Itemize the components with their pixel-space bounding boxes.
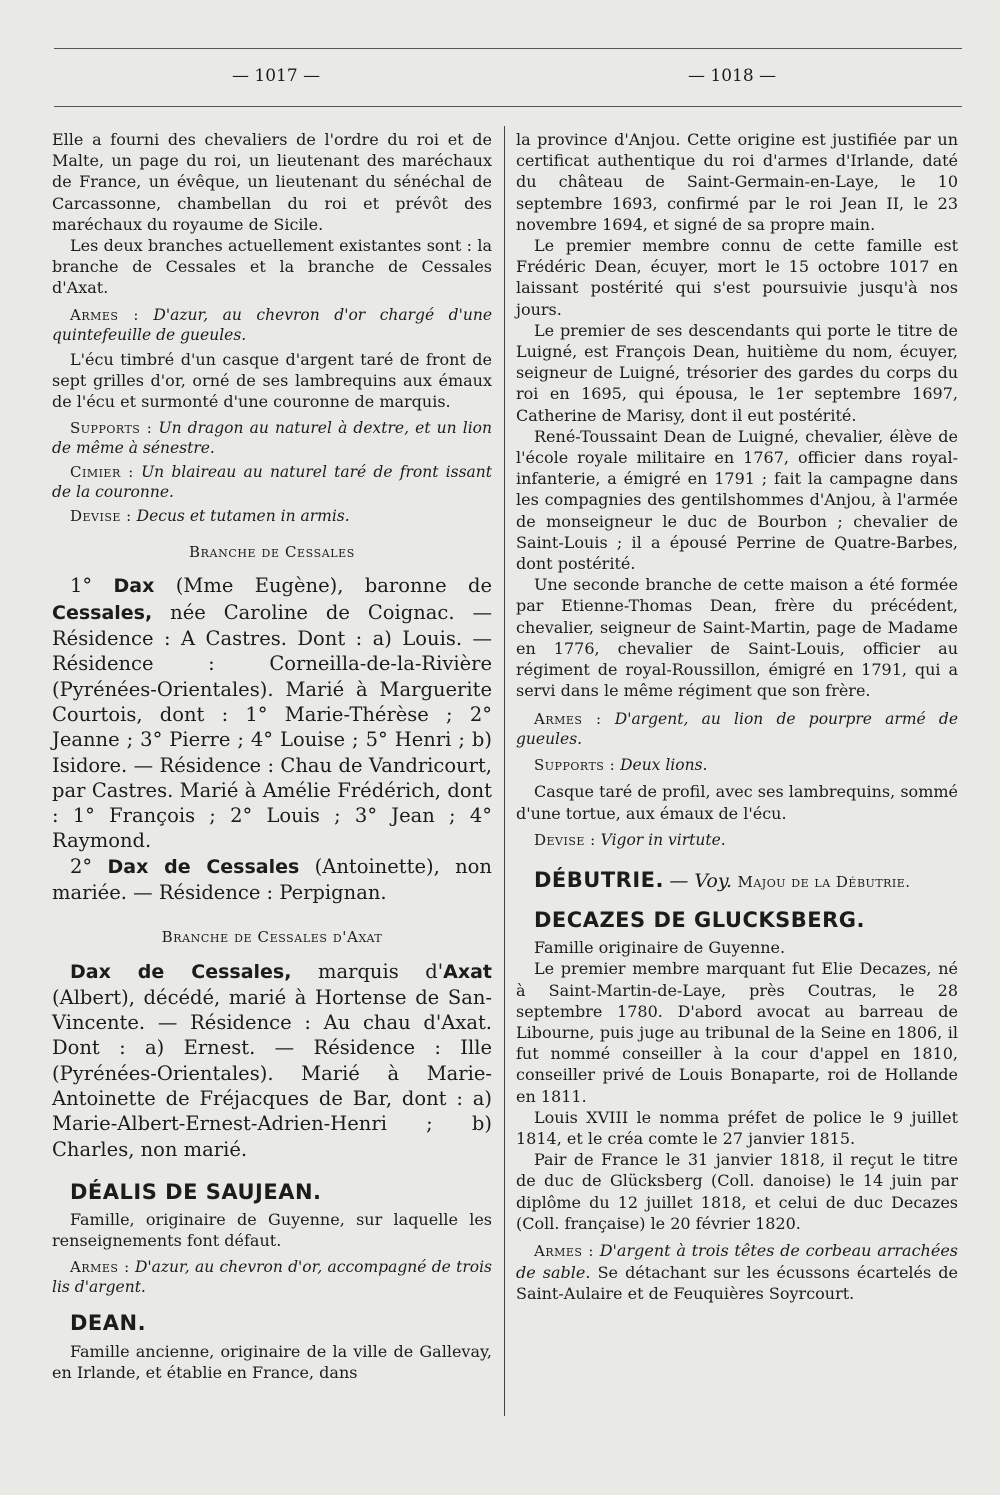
armes-line: Armes : D'azur, au chevron d'or, accompagné de trois lis d'argent.: [52, 1258, 493, 1297]
branch-heading: Branche de Cessales: [189, 543, 355, 562]
cimier-line: Cimier : Un blaireau au naturel taré de front issant de la couronne.: [52, 463, 492, 502]
paragraph: Elle a fourni des chevaliers de l'ordre du roi et de Malte, un page du roi, un lieutenant des maréchaux de France, un évêque, un lieutenant du sénéchal de Carcassonne, chambellan du roi et prévôt des maréchaux du royaume de Sicile.: [52, 130, 492, 234]
entry-dax-antoinette: 2° Dax de Cessales (Antoinette), non mariée. — Résidence : Perpignan.: [52, 854, 492, 904]
paragraph: Famille ancienne, originaire de la ville de Gallevay, en Irlande, et établie en France, dans: [52, 1341, 492, 1382]
paragraph: L'écu timbré d'un casque d'argent taré de front de sept grilles d'or, orné de ses lambrequins aux émaux de l'écu et surmonté d'une couronne de marquis.: [52, 349, 492, 412]
devise-line: Devise : Vigor in virtute.: [534, 830, 726, 849]
supports-line: Supports : Deux lions.: [534, 756, 708, 775]
paragraph: Le premier de ses descendants qui porte le titre de Luigné, est François Dean, huitième du nom, écuyer, seigneur de Luigné, trésorier des gardes du corps du roi en 1695, qui épousa, le 1er septembre 1697, Catherine de Marisy, dont il eut postérité.: [516, 320, 958, 425]
supports-line: Supports : Un dragon au naturel à dextre, et un lion de même à sénestre.: [52, 419, 492, 458]
top-rule: [54, 48, 962, 49]
heading-debutrie: DÉBUTRIE.: [534, 867, 664, 892]
paragraph: Famille, originaire de Guyenne, sur laquelle les renseignements font défaut.: [52, 1210, 492, 1251]
paragraph: Casque taré de profil, avec ses lambrequins, sommé d'une tortue, aux émaux de l'écu.: [516, 782, 958, 823]
right-column: [516, 129, 958, 1305]
paragraph: Une seconde branche de cette maison a été formée par Etienne-Thomas Dean, frère du précédent, chevalier, seigneur de Saint-Martin, page de Madame en 1776, chevalier de Saint-Louis, officier au régiment de royal-Roussillon, émigré en 1791, qui a servi dans le même régiment que son frère.: [516, 575, 958, 701]
heading-decazes: DECAZES DE GLUCKSBERG.: [534, 907, 866, 932]
paragraph: Les deux branches actuellement existantes sont : la branche de Cessales et la branche de Cessales d'Axat.: [52, 236, 492, 298]
debutrie-entry: DÉBUTRIE. — Voy. Majou de la Débutrie.: [534, 867, 911, 892]
paragraph: la province d'Anjou. Cette origine est justifiée par un certificat authentique du roi d'armes d'Irlande, daté du château de Saint-Germain-en-Laye, le 10 septembre 1693, confirmé par le roi Jean II, le 23 novembre 1694, et signé de sa propre main.: [516, 130, 958, 234]
entry-dax-eugene: 1° Dax (Mme Eugène), baronne de Cessales, née Caroline de Coignac. — Résidence : A Castres. Dont : a) Louis. — Résidence : Corneilla-de-la-Rivière (Pyrénées-Orientales). Marié à Marguerite Courtois, dont : 1° Marie-Thérèse ; 2° Jeanne ; 3° Pierre ; 4° Louise ; 5° Henri ; b) Isidore. — Résidence : Chau de Vandricourt, par Castres. Marié à Amélie Frédérich, dont : 1° François ; 2° Louis ; 3° Jean ; 4° Raymond.: [52, 574, 492, 853]
armes-line: Armes : D'argent à trois têtes de corbeau arrachées de sable. Se détachant sur les écussons écartelés de Saint-Aulaire et de Feuquières Soyrcourt.: [516, 1240, 959, 1304]
right-folio: — 1018 —: [688, 66, 777, 86]
left-column: [52, 129, 492, 1383]
paragraph: Famille originaire de Guyenne.: [534, 938, 786, 958]
left-folio: — 1017 —: [232, 66, 321, 86]
column-separator: [504, 126, 505, 1416]
heading-dean: DEAN.: [70, 1311, 147, 1336]
paragraph: Le premier membre connu de cette famille est Frédéric Dean, écuyer, mort le 15 octobre 1017 en laissant postérité qui s'est poursuivie jusqu'à nos jours.: [516, 236, 958, 319]
armes-line: Armes : D'argent, au lion de pourpre armé de gueules.: [516, 710, 959, 749]
entry-dax-axat: Dax de Cessales, marquis d'Axat (Albert), décédé, marié à Hortense de San-Vincente. — Résidence : Au chau d'Axat. Dont : a) Ernest. — Résidence : Ille (Pyrénées-Orientales). Marié à Marie-Antoinette de Fréjacques de Bar, dont : a) Marie-Albert-Ernest-Adrien-Henri ; b) Charles, non marié.: [52, 959, 493, 1161]
paragraph: Pair de France le 31 janvier 1818, il reçut le titre de duc de Glücksberg (Coll. danoise) le 14 juin par diplôme du 12 juillet 1818, et celui de duc Decazes (Coll. française) le 20 février 1820.: [516, 1150, 958, 1233]
paragraph: René-Toussaint Dean de Luigné, chevalier, élève de l'école royale militaire en 1767, officier dans royal-infanterie, a émigré en 1791 ; fait la campagne dans les compagnies des gentilshommes d'Anjou, à l'armée de monseigneur le duc de Bourbon ; chevalier de Saint-Louis ; il a épousé Perrine de Quatre-Barbes, dont postérité.: [516, 426, 958, 574]
paragraph: Louis XVIII le nomma préfet de police le 9 juillet 1814, et le créa comte le 27 janvier 1815.: [516, 1107, 958, 1148]
devise-line: Devise : Decus et tutamen in armis.: [70, 507, 350, 526]
heading-dealis: DÉALIS DE SAUJEAN.: [70, 1179, 322, 1204]
header-rule: [54, 106, 962, 107]
branch-heading: Branche de Cessales d'Axat: [161, 928, 383, 947]
paragraph: Le premier membre marquant fut Elie Decazes, né à Saint-Martin-de-Laye, près Coutras, le 28 septembre 1780. D'abord avocat au barreau de Libourne, puis juge au tribunal de la Seine en 1806, il fut nommé conseiller à la cour d'appel en 1810, conseiller privé de Louis Bonaparte, roi de Hollande en 1811.: [516, 959, 958, 1106]
armes-line: Armes : D'azur, au chevron d'or chargé d'une quintefeuille de gueules.: [52, 305, 492, 344]
